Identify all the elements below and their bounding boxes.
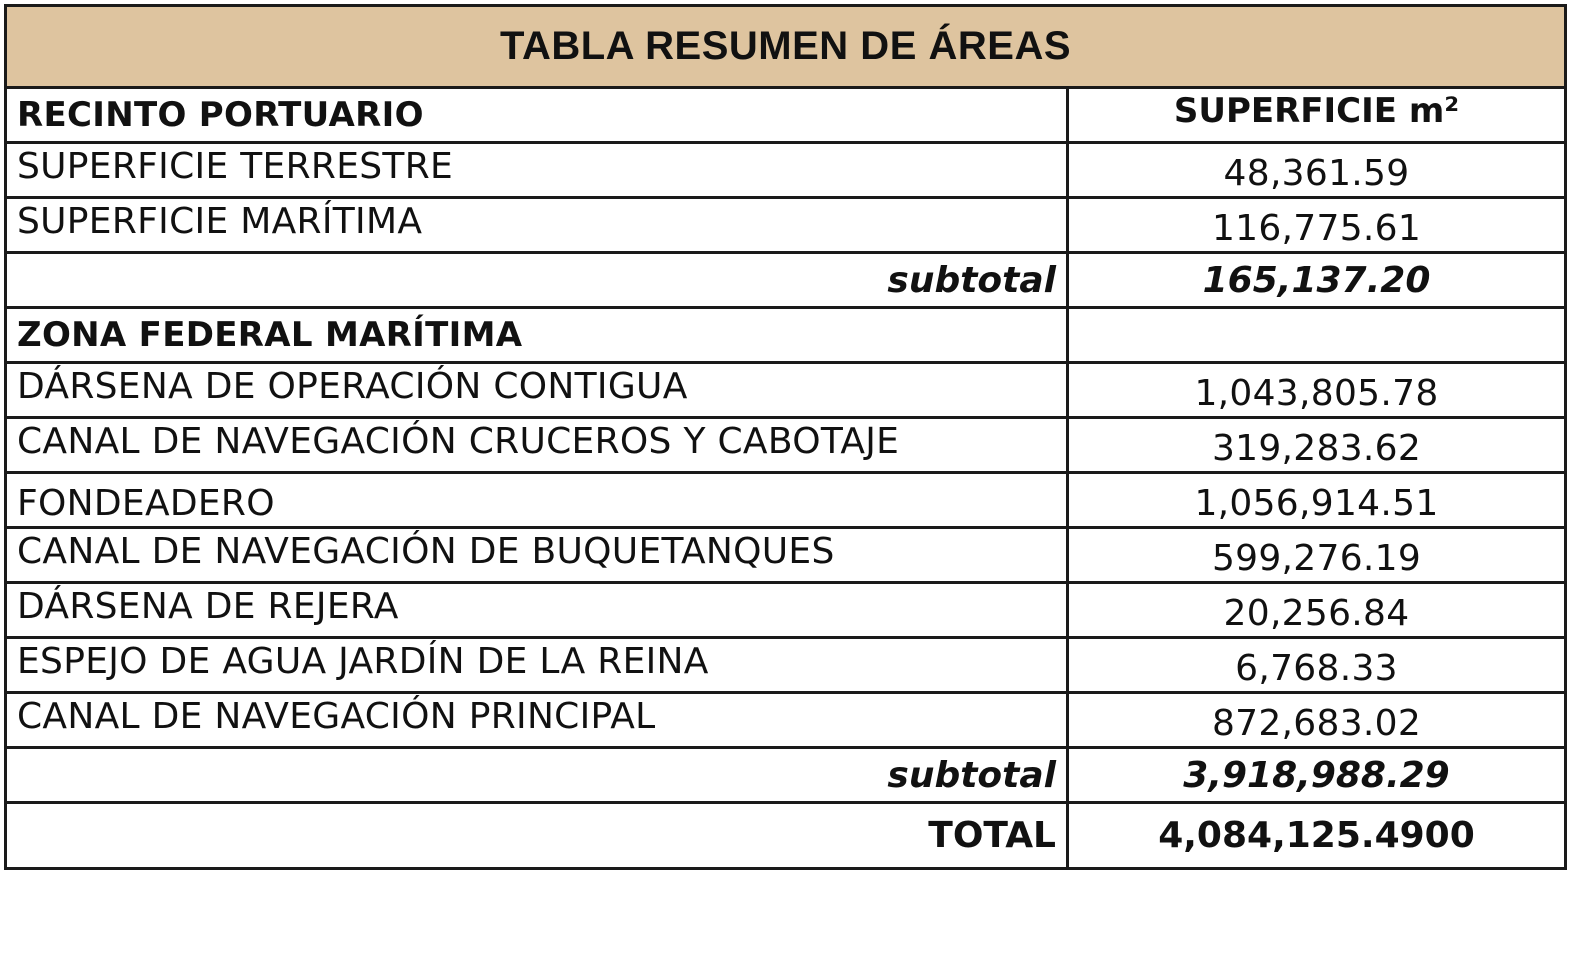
table-row (6, 638, 1566, 693)
total-label: TOTAL (6, 803, 1068, 869)
row-value: 48,361.59 (1068, 143, 1566, 198)
row-value: 6,768.33 (1068, 638, 1566, 693)
table-row (6, 473, 1566, 528)
row-label: CANAL DE NAVEGACIÓN CRUCEROS Y CABOTAJE (6, 418, 1068, 473)
table-row (6, 418, 1566, 473)
section-title-recinto-portuario: RECINTO PORTUARIO (6, 88, 1068, 143)
row-label: FONDEADERO (6, 473, 1068, 528)
section-header-row (6, 308, 1566, 363)
row-label: DÁRSENA DE OPERACIÓN CONTIGUA (6, 363, 1068, 418)
table-row (6, 143, 1566, 198)
area-column-header: SUPERFICIE m² (1068, 88, 1566, 143)
row-label: SUPERFICIE MARÍTIMA (6, 198, 1068, 253)
row-label: SUPERFICIE TERRESTRE (6, 143, 1068, 198)
subtotal-value: 3,918,988.29 (1068, 748, 1566, 803)
table-row (6, 363, 1566, 418)
row-value: 1,043,805.78 (1068, 363, 1566, 418)
subtotal-row (6, 253, 1566, 308)
subtotal-value: 165,137.20 (1068, 253, 1566, 308)
section-header-row (6, 88, 1566, 143)
empty-cell (1068, 308, 1566, 363)
row-label: CANAL DE NAVEGACIÓN DE BUQUETANQUES (6, 528, 1068, 583)
table-row (6, 583, 1566, 638)
row-label: ESPEJO DE AGUA JARDÍN DE LA REINA (6, 638, 1068, 693)
row-label: DÁRSENA DE REJERA (6, 583, 1068, 638)
row-value: 1,056,914.51 (1068, 473, 1566, 528)
row-label: CANAL DE NAVEGACIÓN PRINCIPAL (6, 693, 1068, 748)
subtotal-row (6, 748, 1566, 803)
table-row (6, 198, 1566, 253)
total-row (6, 803, 1566, 869)
row-value: 319,283.62 (1068, 418, 1566, 473)
table-row (6, 693, 1566, 748)
area-summary-table (4, 4, 1567, 870)
row-value: 599,276.19 (1068, 528, 1566, 583)
section-title-zona-federal-maritima: ZONA FEDERAL MARÍTIMA (6, 308, 1068, 363)
row-value: 872,683.02 (1068, 693, 1566, 748)
row-value: 116,775.61 (1068, 198, 1566, 253)
table-row (6, 528, 1566, 583)
row-value: 20,256.84 (1068, 583, 1566, 638)
subtotal-label: subtotal (6, 253, 1068, 308)
table-title: TABLA RESUMEN DE ÁREAS (6, 6, 1566, 88)
title-row (6, 6, 1566, 88)
total-value: 4,084,125.4900 (1068, 803, 1566, 869)
subtotal-label: subtotal (6, 748, 1068, 803)
